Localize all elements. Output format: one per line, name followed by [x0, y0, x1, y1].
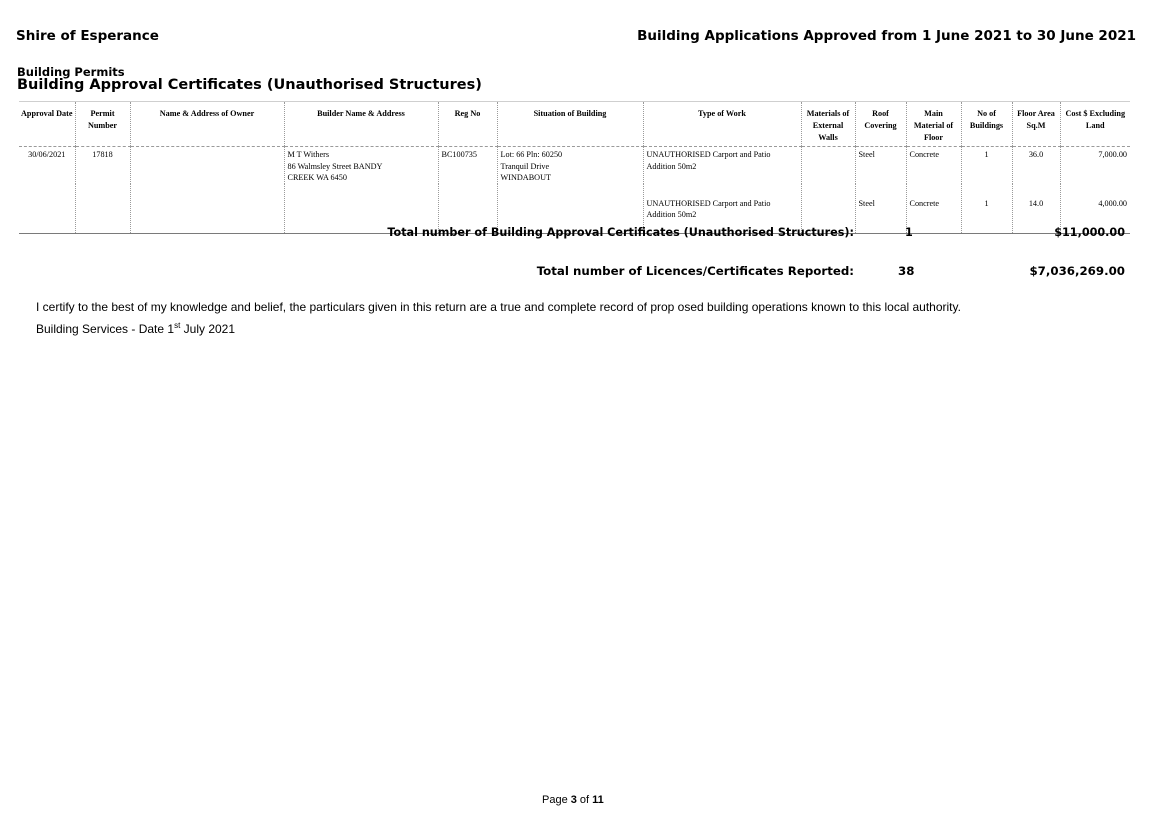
organisation-name: Shire of Esperance [16, 28, 159, 44]
page-of: of [576, 794, 593, 806]
col-walls: Materials of External Walls [801, 102, 855, 147]
col-reg-no: Reg No [438, 102, 497, 147]
empty-cell [130, 184, 284, 234]
type-of-work [643, 147, 801, 184]
col-permit-number: Permit Number [75, 102, 130, 147]
page-total: 11 [592, 794, 604, 806]
col-cost: Cost $ Excluding Land [1060, 102, 1130, 147]
builder-name: M T Withers [287, 150, 330, 159]
reg-no: BC100735 [438, 147, 497, 184]
situation-line: WINDABOUT [500, 173, 551, 182]
roof-covering: Steel [855, 184, 906, 234]
section-title: Building Approval Certificates (Unauthorised Structures) [17, 77, 482, 93]
page-current: 3 [570, 794, 577, 806]
floor-area: 36.0 [1012, 147, 1060, 184]
owner [130, 147, 284, 184]
situation-line: Lot: 66 Pln: 60250 [500, 150, 563, 159]
date-rest: July 2021 [180, 322, 236, 336]
col-floor: Main Material of Floor [906, 102, 961, 147]
col-type-of-work: Type of Work [643, 102, 801, 147]
builder-cell [284, 147, 438, 184]
situation-line: Tranquil Drive [500, 161, 550, 171]
type-of-work-line: Addition 50m2 [646, 161, 697, 171]
permits-table [19, 101, 1130, 234]
builder-address-line: CREEK WA 6450 [287, 173, 347, 182]
report-total-label: Total number of Licences/Certificates Reported: [536, 264, 854, 278]
col-area: Floor Area Sq.M [1012, 102, 1060, 147]
approval-date: 30/06/2021 [28, 150, 66, 159]
signatory-prefix: Building Services - Date 1 [36, 322, 175, 336]
col-roof: Roof Covering [855, 102, 906, 147]
buildings-count: 1 [961, 147, 1012, 184]
col-situation: Situation of Building [497, 102, 643, 147]
buildings-count: 1 [961, 184, 1012, 234]
external-walls [801, 147, 855, 184]
page-number [542, 794, 604, 806]
signatory-line [36, 321, 235, 336]
cost: 7,000.00 [1060, 147, 1130, 184]
builder-address-line: 86 Walmsley Street BANDY [287, 161, 383, 171]
page-prefix: Page [542, 794, 571, 806]
col-owner: Name & Address of Owner [130, 102, 284, 147]
floor-material: Concrete [906, 184, 961, 234]
floor-area: 14.0 [1012, 184, 1060, 234]
empty-cell [19, 184, 75, 234]
section-total-label: Total number of Building Approval Certificates (Unauthorised Structures): [387, 226, 854, 239]
empty-cell [75, 184, 130, 234]
type-of-work-line: Addition 50m2 [646, 210, 697, 219]
table-row [19, 147, 1130, 184]
certification-statement: I certify to the best of my knowledge and belief, the particulars given in this return are a true and complete record of prop osed building operations known to this local authority. [36, 300, 961, 314]
col-approval-date: Approval Date [19, 102, 75, 147]
col-builder: Builder Name & Address [284, 102, 438, 147]
col-buildings: No of Buildings [961, 102, 1012, 147]
type-of-work-line: UNAUTHORISED Carport and Patio [646, 198, 771, 208]
section-category: Building Permits [17, 65, 125, 79]
report-total-count: 38 [898, 264, 915, 278]
section-total-count: 1 [905, 226, 913, 239]
roof-covering: Steel [855, 147, 906, 184]
report-title: Building Applications Approved from 1 June 2021 to 30 June 2021 [637, 28, 1136, 44]
cost: 4,000.00 [1060, 184, 1130, 234]
report-total-cost: $7,036,269.00 [1029, 264, 1125, 278]
permit-number: 17818 [75, 147, 130, 184]
floor-material: Concrete [906, 147, 961, 184]
table-header-row [19, 102, 1130, 147]
situation-cell [497, 147, 643, 184]
date-suffix: st [174, 321, 181, 330]
type-of-work-line: UNAUTHORISED Carport and Patio [646, 150, 771, 159]
section-total-cost: $11,000.00 [1054, 226, 1125, 239]
